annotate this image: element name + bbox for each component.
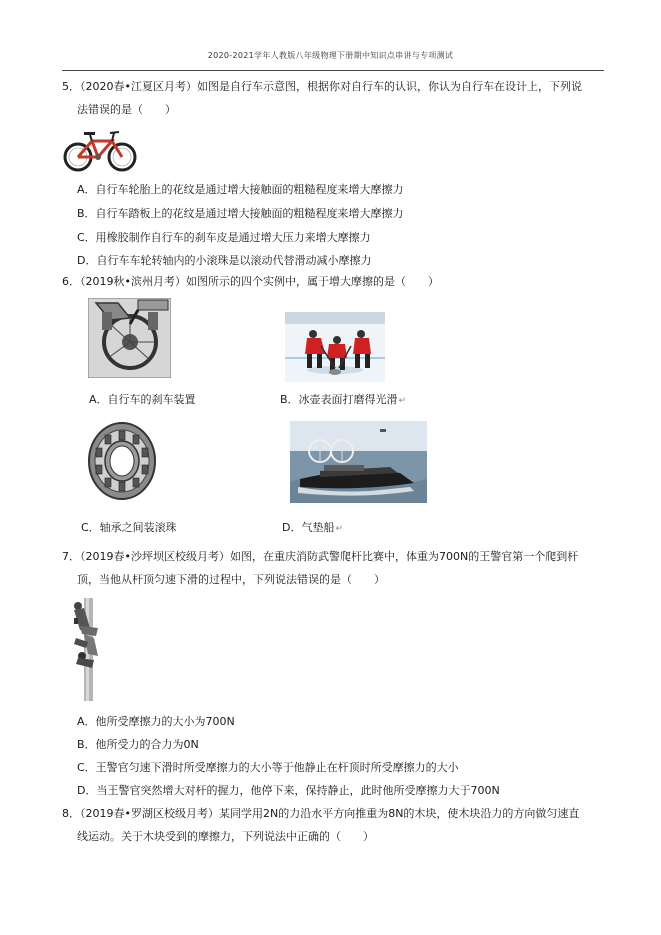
q6-caption-d-text: D．气垫船 <box>282 521 335 534</box>
q5-stem-line2: 法错误的是（ ） <box>77 103 176 116</box>
q8-stem-line2: 线运动。关于木块受到的摩擦力，下列说法中正确的（ ） <box>77 830 374 843</box>
brake-device-image <box>88 298 171 378</box>
q8-stem-line1: 8．（2019春•罗湖区校级月考）某同学用2N的力沿水平方向推重为8N的木块，使木块沿力的方向做匀速直 <box>62 807 580 820</box>
q6-caption-b <box>280 393 406 408</box>
q6-stem: 6．（2019秋•滨州月考）如图所示的四个实例中，属于增大摩擦的是（ ） <box>62 275 439 288</box>
q7-stem-line2: 顶，当他从杆顶匀速下滑的过程中，下列说法错误的是（ ） <box>77 573 385 586</box>
q5-option-d: D．自行车车轮转轴内的小滚珠是以滚动代替滑动减小摩擦力 <box>77 254 372 267</box>
q6-caption-a: A．自行车的刹车装置 <box>89 393 196 406</box>
q5-option-a: A．自行车轮胎上的花纹是通过增大接触面的粗糙程度来增大摩擦力 <box>77 183 404 196</box>
q5-option-b: B．自行车踏板上的花纹是通过增大接触面的粗糙程度来增大摩擦力 <box>77 207 404 220</box>
curling-image <box>285 312 385 382</box>
q5-option-c: C．用橡胶制作自行车的刹车皮是通过增大压力来增大摩擦力 <box>77 231 371 244</box>
bicycle-image <box>62 127 138 173</box>
q6-caption-d <box>282 521 343 536</box>
q7-option-c: C．王警官匀速下滑时所受摩擦力的大小等于他静止在杆顶时所受摩擦力的大小 <box>77 761 459 774</box>
hovercraft-image <box>290 421 427 503</box>
return-mark: ↵ <box>398 396 407 406</box>
q6-caption-c: C．轴承之间装滚珠 <box>81 521 177 534</box>
page-header: 2020-2021学年人教版八年级物理下册期中知识点串讲与专项测试 <box>207 51 454 60</box>
q7-option-d: D．当王警官突然增大对杆的握力，他停下来，保持静止，此时他所受摩擦力大于700N <box>77 784 500 797</box>
q7-stem-line1: 7．（2019春•沙坪坝区校级月考）如图，在重庆消防武警爬杆比赛中，体重为700N的王警官第一个爬到杆 <box>62 550 579 563</box>
q5-stem-line1: 5．（2020春•江夏区月考）如图是自行车示意图，根据你对自行车的认识，你认为自行车在设计上，下列说 <box>62 80 582 93</box>
return-mark: ↵ <box>335 524 344 534</box>
q7-option-a: A．他所受摩擦力的大小为700N <box>77 715 235 728</box>
pole-climber-image <box>70 598 112 701</box>
header-rule <box>62 70 604 71</box>
q7-option-b: B．他所受力的合力为0N <box>77 738 199 751</box>
ball-bearing-image <box>86 418 158 503</box>
q6-caption-b-text: B．冰壶表面打磨得光滑 <box>280 393 398 406</box>
